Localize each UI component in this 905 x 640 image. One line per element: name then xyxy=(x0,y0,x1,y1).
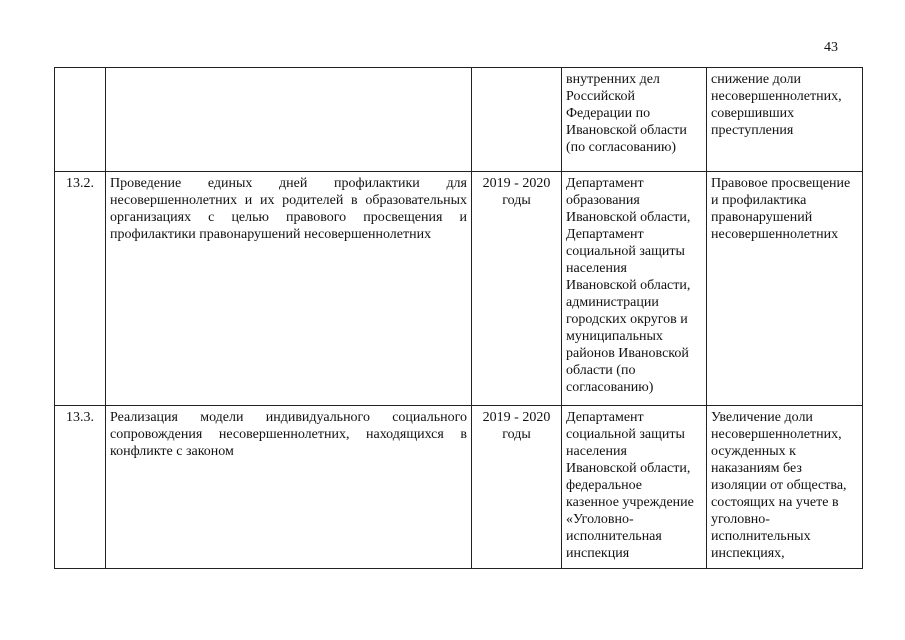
executor-line: муниципальных xyxy=(566,329,663,344)
period-line: 2019 - 2020 xyxy=(482,176,551,191)
result-line: Увеличение доли xyxy=(711,410,813,425)
executor-line: Ивановской области, xyxy=(566,210,691,225)
executor-line: городских округов и xyxy=(566,312,688,327)
result-line: совершивших xyxy=(711,106,795,121)
result-cell xyxy=(707,172,863,406)
result-line: несовершеннолетних, xyxy=(711,89,842,104)
executor-line: Департамент xyxy=(566,227,644,242)
executor-line: образования xyxy=(566,193,640,208)
table-row xyxy=(55,68,863,172)
executor-line: населения xyxy=(566,444,627,459)
activity-description-cell xyxy=(106,172,472,406)
period-cell xyxy=(472,406,562,569)
executor-line: федеральное xyxy=(566,478,643,493)
executor-line: Департамент xyxy=(566,410,644,425)
table-row xyxy=(55,172,863,406)
result-cell xyxy=(707,68,863,172)
period-line: 2019 - 2020 xyxy=(482,410,551,425)
executor-line: Российской xyxy=(566,89,635,104)
result-cell xyxy=(707,406,863,569)
executor-line: «Уголовно- xyxy=(566,512,634,527)
item-number: 13.2. xyxy=(66,176,94,191)
executor-line: казенное учреждение xyxy=(566,495,694,510)
item-number-cell xyxy=(55,172,106,406)
result-line: исполнительных xyxy=(711,529,811,544)
result-line: преступления xyxy=(711,123,794,138)
result-line: осужденных к xyxy=(711,444,796,459)
result-line: наказаниям без xyxy=(711,461,802,476)
period-cell xyxy=(472,68,562,172)
executor-line: Ивановской области xyxy=(566,123,687,138)
activity-description: Реализация модели индивидуального социального сопровождения несовершеннолетних, находящихся в конфликте с законом xyxy=(110,410,467,459)
activity-description-cell xyxy=(106,406,472,569)
period-line: годы xyxy=(502,427,531,442)
executor-line: инспекция xyxy=(566,546,630,561)
executor-cell xyxy=(562,172,707,406)
executor-line: (по согласованию) xyxy=(566,140,677,155)
executor-cell xyxy=(562,406,707,569)
executor-line: внутренних дел xyxy=(566,72,660,87)
result-line: правонарушений xyxy=(711,210,813,225)
period-cell xyxy=(472,172,562,406)
item-number-cell xyxy=(55,68,106,172)
result-line: несовершеннолетних xyxy=(711,227,839,242)
result-line: инспекциях, xyxy=(711,546,785,561)
executor-line: Ивановской области, xyxy=(566,278,691,293)
executor-line: Федерации по xyxy=(566,106,651,121)
result-line: и профилактика xyxy=(711,193,807,208)
result-line: Правовое просвещение xyxy=(711,176,851,191)
executor-line: социальной защиты xyxy=(566,244,685,259)
result-line: несовершеннолетних, xyxy=(711,427,842,442)
item-number-cell xyxy=(55,406,106,569)
table-row xyxy=(55,406,863,569)
period-line: годы xyxy=(502,193,531,208)
measures-table xyxy=(54,67,863,569)
executor-line: населения xyxy=(566,261,627,276)
executor-line: согласованию) xyxy=(566,380,654,395)
executor-cell xyxy=(562,68,707,172)
executor-line: исполнительная xyxy=(566,529,662,544)
activity-description: Проведение единых дней профилактики для несовершеннолетних и их родителей в образовательных организациях с целью правового просвещения и профилактики правонарушений несовершеннолетних xyxy=(110,176,467,242)
item-number: 13.3. xyxy=(66,410,94,425)
executor-line: администрации xyxy=(566,295,659,310)
result-line: снижение доли xyxy=(711,72,802,87)
result-line: изоляции от общества, xyxy=(711,478,847,493)
executor-line: Департамент xyxy=(566,176,644,191)
executor-line: Ивановской области, xyxy=(566,461,691,476)
page-number: 43 xyxy=(824,40,838,55)
activity-description-cell xyxy=(106,68,472,172)
executor-line: социальной защиты xyxy=(566,427,685,442)
result-line: состоящих на учете в xyxy=(711,495,839,510)
executor-line: районов Ивановской xyxy=(566,346,689,361)
result-line: уголовно- xyxy=(711,512,770,527)
executor-line: области (по xyxy=(566,363,636,378)
